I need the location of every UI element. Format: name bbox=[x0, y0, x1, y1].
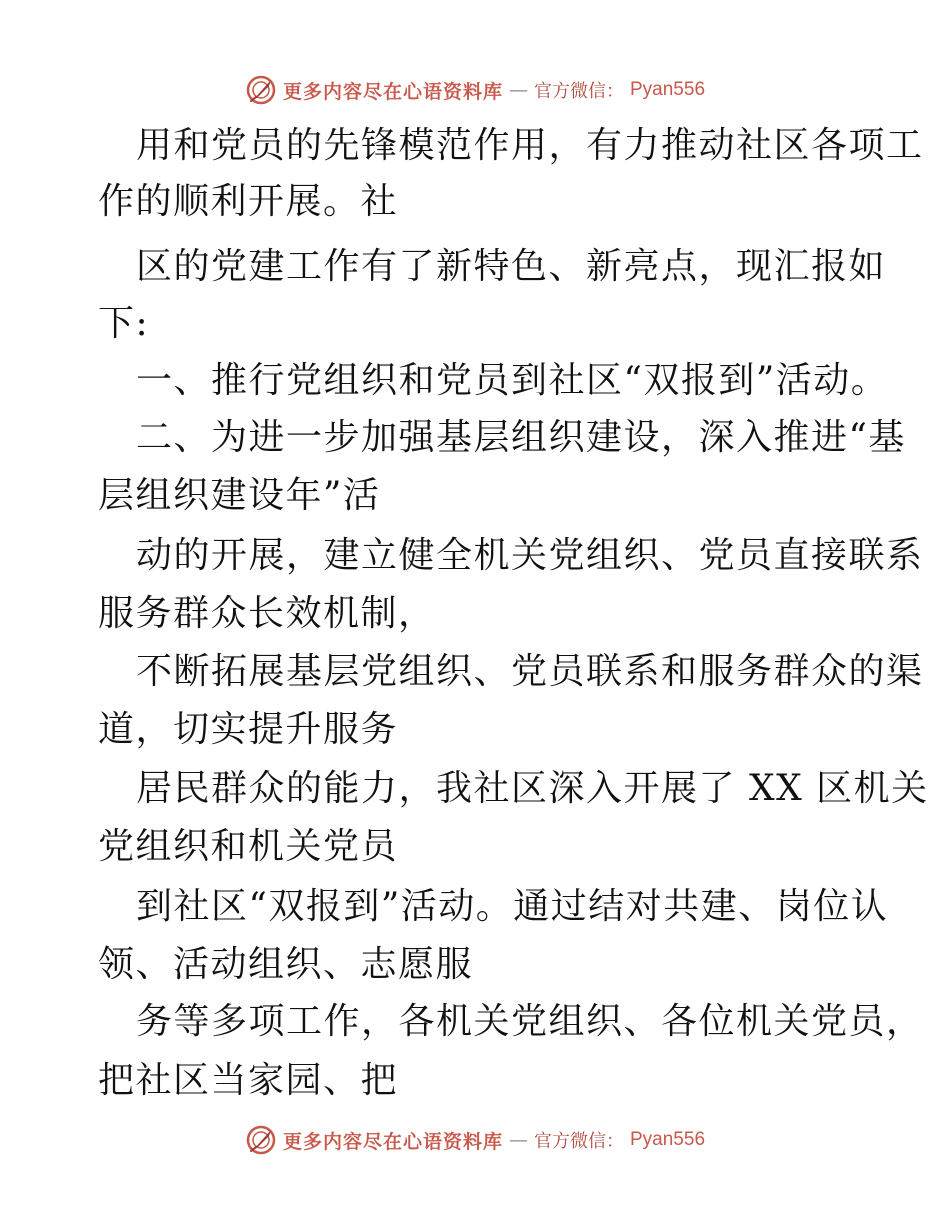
body-line: 用和党员的先锋模范作用，有力推动社区各项工 bbox=[136, 125, 924, 166]
body-line: 二、为进一步加强基层组织建设，深入推进“基 bbox=[136, 417, 906, 458]
banner-account: Pyan556 bbox=[630, 79, 706, 100]
body-line: 区的党建工作有了新特色、新亮点，现汇报如 bbox=[136, 246, 887, 287]
body-line: 党组织和机关党员 bbox=[98, 826, 399, 867]
quill-seal-icon bbox=[245, 74, 277, 106]
header-banner bbox=[0, 72, 950, 108]
body-line: 作的顺利开展。社 bbox=[98, 181, 399, 222]
banner-wechat-label: 官方微信： bbox=[534, 1131, 624, 1152]
body-line: 动的开展，建立健全机关党组织、党员直接联系 bbox=[136, 535, 924, 576]
banner-account: Pyan556 bbox=[630, 1129, 706, 1150]
body-line: 一、推行党组织和党员到社区“双报到”活动。 bbox=[136, 360, 889, 401]
body-line: 服务群众长效机制， bbox=[98, 593, 436, 634]
body-line: 层组织建设年”活 bbox=[98, 475, 381, 516]
body-line: 领、活动组织、志愿服 bbox=[98, 944, 474, 985]
body-line: 务等多项工作，各机关党组织、各位机关党员， bbox=[136, 1001, 924, 1042]
banner-separator: — bbox=[509, 1129, 528, 1151]
body-line: 不断拓展基层党组织、党员联系和服务群众的渠 bbox=[136, 651, 924, 692]
banner-wechat-label: 官方微信： bbox=[534, 81, 624, 102]
body-line: 道，切实提升服务 bbox=[98, 709, 399, 750]
footer-banner bbox=[0, 1122, 950, 1158]
body-line: 居民群众的能力，我社区深入开展了 XX 区机关 bbox=[136, 768, 929, 809]
banner-separator: — bbox=[509, 79, 528, 101]
banner-title: 更多内容尽在心语资料库 bbox=[282, 1130, 503, 1153]
banner-title: 更多内容尽在心语资料库 bbox=[282, 80, 503, 103]
body-line: 把社区当家园、把 bbox=[98, 1060, 399, 1101]
body-line: 到社区“双报到”活动。通过结对共建、岗位认 bbox=[136, 886, 889, 927]
quill-seal-icon bbox=[245, 1124, 277, 1156]
body-line: 下: bbox=[98, 303, 150, 344]
